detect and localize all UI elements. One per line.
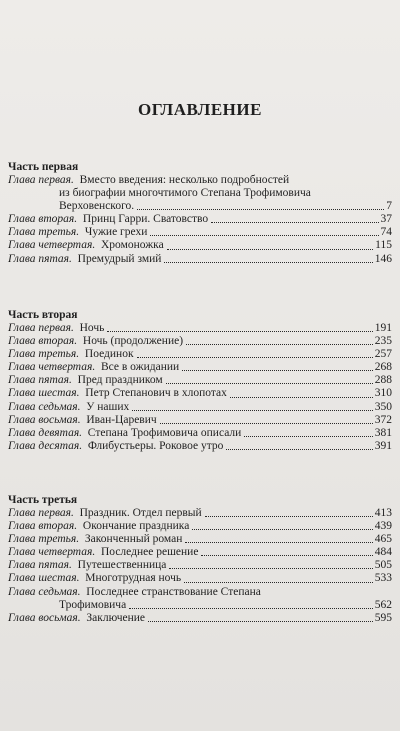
- dot-leader: [211, 222, 378, 223]
- page-number: 310: [374, 387, 392, 400]
- chapter-title: У наших: [86, 400, 130, 413]
- chapter-title: Последнее странствование Степана: [86, 585, 261, 598]
- chapter-label: Глава восьмая.: [8, 413, 81, 426]
- toc-entry[interactable]: [8, 348, 392, 361]
- dot-leader: [148, 621, 373, 622]
- page-number: 595: [374, 611, 392, 624]
- chapter-label: Глава третья.: [8, 348, 80, 361]
- dot-leader: [169, 568, 372, 569]
- chapter-label: Глава третья.: [8, 226, 80, 239]
- chapter-title: Все в ожидании: [100, 361, 180, 374]
- dot-leader: [132, 410, 372, 411]
- toc-entry[interactable]: [8, 427, 392, 440]
- page-number: 391: [374, 439, 392, 452]
- toc-entry[interactable]: [8, 239, 392, 252]
- chapter-title: Поединок: [84, 348, 134, 361]
- toc-entry[interactable]: [8, 213, 392, 226]
- chapter-label: Глава четвертая.: [8, 546, 96, 559]
- toc-entry[interactable]: [8, 322, 392, 335]
- dot-leader: [186, 344, 373, 345]
- page-number: 257: [374, 348, 392, 361]
- page-number: 74: [380, 226, 392, 239]
- chapter-title: Ночь (продолжение): [82, 335, 184, 348]
- contents-heading: ОГЛАВЛЕНИЕ: [138, 100, 262, 119]
- chapter-title: Премудрый змий: [77, 252, 162, 265]
- dot-leader: [205, 516, 373, 517]
- chapter-title: Флибустьеры. Роковое утро: [87, 439, 224, 452]
- dot-leader: [137, 209, 384, 210]
- chapter-label: Глава девятая.: [8, 426, 83, 439]
- part-title: Часть вторая: [8, 309, 78, 321]
- chapter-title: Петр Степанович в хлопотах: [85, 387, 227, 400]
- toc-entry[interactable]: [8, 533, 392, 546]
- toc-entry[interactable]: [8, 572, 392, 585]
- dot-leader: [160, 423, 373, 424]
- page-number: 505: [374, 559, 392, 572]
- chapter-title: Праздник. Отдел первый: [79, 507, 202, 519]
- dot-leader: [192, 529, 372, 530]
- dot-leader: [150, 235, 378, 236]
- page-number: 381: [374, 426, 392, 439]
- chapter-title-continued: Трофимовича: [59, 598, 127, 611]
- toc-entry[interactable]: [8, 612, 392, 625]
- chapter-label: Глава шестая.: [8, 387, 80, 400]
- dot-leader: [201, 555, 372, 556]
- chapter-label: Глава первая.: [8, 322, 74, 334]
- page-number: 37: [380, 213, 392, 226]
- toc-entry[interactable]: [8, 335, 392, 348]
- toc-entry[interactable]: [8, 559, 392, 572]
- dot-leader: [107, 331, 372, 332]
- chapter-title: Законченный роман: [84, 533, 183, 546]
- toc-entry[interactable]: [8, 374, 392, 387]
- part-two: [8, 309, 392, 453]
- toc-entry[interactable]: [8, 174, 392, 213]
- page-number: 465: [374, 533, 392, 546]
- toc-entry[interactable]: [8, 440, 392, 453]
- dot-leader: [185, 542, 372, 543]
- toc-entry[interactable]: [8, 586, 392, 612]
- chapter-label: Глава четвертая.: [8, 361, 96, 374]
- chapter-label: Глава пятая.: [8, 252, 72, 265]
- chapter-title: Последнее решение: [100, 546, 199, 559]
- chapter-title: Иван-Царевич: [86, 413, 157, 426]
- dot-leader: [164, 262, 372, 263]
- dot-leader: [230, 397, 373, 398]
- dot-leader: [184, 582, 373, 583]
- page-number: 235: [374, 335, 392, 348]
- chapter-label: Глава десятая.: [8, 439, 83, 452]
- page-number: 191: [374, 322, 392, 334]
- dot-leader: [167, 249, 373, 250]
- chapter-label: Глава шестая.: [8, 572, 80, 585]
- dot-leader: [129, 608, 373, 609]
- page-number: 350: [374, 400, 392, 413]
- chapter-title: Путешественница: [77, 559, 167, 572]
- page-number: 413: [374, 507, 392, 519]
- chapter-label: Глава четвертая.: [8, 239, 96, 252]
- page-number: 288: [374, 374, 392, 387]
- chapter-title: Вместо введения: несколько подробностей: [79, 174, 290, 186]
- chapter-title-continued: Верховенского.: [59, 200, 135, 213]
- chapter-label: Глава первая. Вместо введения: несколько подробностей: [8, 174, 290, 186]
- toc-entry[interactable]: [8, 507, 392, 520]
- chapter-title: Пред праздником: [77, 374, 163, 387]
- chapter-label: Глава третья.: [8, 533, 80, 546]
- toc-entry[interactable]: [8, 414, 392, 427]
- chapter-label: Глава вторая.: [8, 213, 78, 226]
- chapter-title: Чужие грехи: [84, 226, 148, 239]
- chapter-label: Глава седьмая.: [8, 400, 81, 413]
- chapter-title: Ночь: [79, 322, 105, 334]
- toc-entry[interactable]: [8, 253, 392, 266]
- chapter-title: Хромоножка: [100, 239, 164, 252]
- toc-entry[interactable]: [8, 226, 392, 239]
- chapter-label: Глава пятая.: [8, 559, 72, 572]
- page-number: 146: [374, 252, 392, 265]
- dot-leader: [137, 357, 373, 358]
- chapter-label: Глава первая.: [8, 507, 74, 519]
- page-number: 484: [374, 546, 392, 559]
- toc-entry[interactable]: [8, 520, 392, 533]
- part-title: Часть первая: [8, 161, 79, 173]
- dot-leader: [226, 449, 372, 450]
- chapter-label: Глава вторая.: [8, 520, 78, 533]
- page-number: 533: [374, 572, 392, 585]
- toc-entry[interactable]: [8, 401, 392, 414]
- chapter-label: Глава вторая.: [8, 335, 78, 348]
- dot-leader: [166, 383, 373, 384]
- chapter-title: Принц Гарри. Сватовство: [82, 213, 209, 226]
- chapter-label: Глава восьмая.: [8, 611, 81, 624]
- page-number: 372: [374, 413, 392, 426]
- chapter-title: Степана Трофимовича описали: [87, 426, 242, 439]
- page-number: 268: [374, 361, 392, 374]
- page-number: 562: [374, 598, 392, 611]
- chapter-title: Многотрудная ночь: [85, 572, 182, 585]
- toc-entry[interactable]: [8, 387, 392, 400]
- chapter-title: Окончание праздника: [82, 520, 190, 533]
- chapter-title-continued: из биографии многочтимого Степана Трофимовича: [59, 187, 311, 200]
- chapter-label: Глава пятая.: [8, 374, 72, 387]
- part-one: [8, 161, 392, 266]
- toc-entry[interactable]: [8, 546, 392, 559]
- part-title: Часть третья: [8, 494, 78, 506]
- part-three: [8, 494, 392, 625]
- page-number: 439: [374, 520, 392, 533]
- dot-leader: [182, 370, 373, 371]
- toc-entry[interactable]: [8, 361, 392, 374]
- chapter-title: Заключение: [86, 611, 146, 624]
- chapter-label: Глава седьмая.: [8, 585, 81, 598]
- dot-leader: [244, 436, 372, 437]
- page-number: 115: [375, 239, 392, 252]
- page-number: 7: [386, 200, 392, 213]
